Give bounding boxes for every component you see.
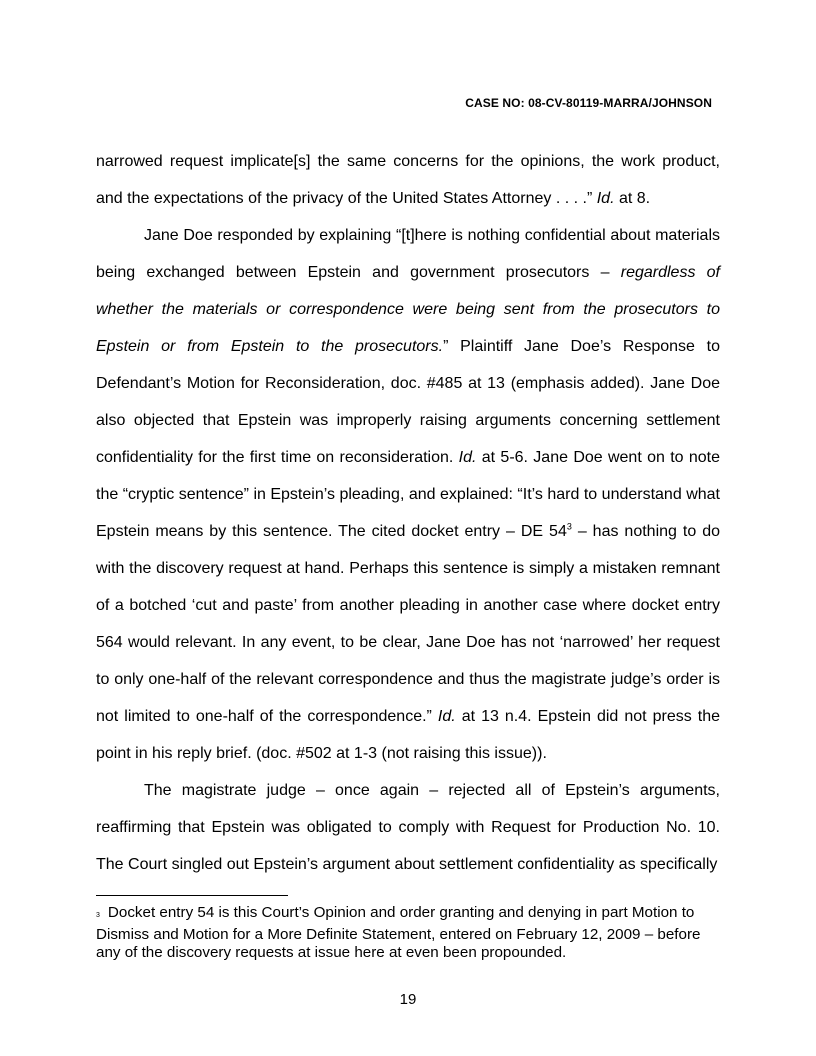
page-number: 19 [399,991,417,1008]
text-run: at 5-6. Jane Doe went on to note the “cryptic sentence” in Epstein’s pleading, and explained: “It’s hard to understand what Epstein means by this sentence. The cited docket entry – DE 54 [96,449,720,540]
text-run: Jane Doe responded by explaining “[t]here is nothing confidential about materials being exchanged between Epstein and government prosecutors – [96,227,720,281]
document-body [96,143,720,883]
text-run: at 13 n.4. Epstein did not press the point in his reply brief. (doc. #502 at 1-3 (not raising this issue)). [96,708,721,762]
paragraph-magistrate-judge: The magistrate judge – once again – rejected all of Epstein’s arguments, reaffirming that Epstein was obligated to comply with Request for Production No. 10. The Court singled out Epstein’s argument about settlement confidentiality as specifically [96,782,720,873]
paragraph-jane-doe-response [96,217,720,772]
footnote-reference: 3 [566,521,572,532]
footnote-marker: 3 [96,912,100,919]
emphasized-quote: regardless of whether the materials or correspondence were being sent from the prosecutors to Epstein or from Epstein to the prosecutors. [96,264,720,355]
footnote [96,904,720,963]
text-run: narrowed request implicate[s] the same concerns for the opinions, the work product, and the expectations of the privacy of the United States Attorney . . . .” [96,153,720,207]
paragraph-continuation [96,143,720,217]
text-run: ” Plaintiff Jane Doe’s Response to Defendant’s Motion for Reconsideration, doc. #485 at 13 (emphasis added). Jane Doe also objected that Epstein was improperly raising arguments concerning settlement confidentiality for the first time on reconsideration. [96,338,720,466]
citation-id: Id. [596,190,615,207]
footnote-text: Docket entry 54 is this Court’s Opinion and order granting and denying in part Motion to Dismiss and Motion for a More Definite Statement, entered on February 12, 2009 – before any of the discovery requests at issue here at even been propounded. [96,904,701,961]
footnote-divider [96,895,288,896]
citation-id: Id. [437,708,456,725]
case-number-header: CASE NO: 08-CV-80119-MARRA/JOHNSON [465,96,712,110]
text-run: – has nothing to do with the discovery request at hand. Perhaps this sentence is simply a mistaken remnant of a botched ‘cut and paste’ from another pleading in another case where docket entry 564 would relevant. In any event, to be clear, Jane Doe has not ‘narrowed’ her request to only one-half of the relevant correspondence and thus the magistrate judge’s order is not limited to one-half of the correspondence.” [96,523,720,725]
text-run: at 8. [614,190,651,207]
citation-id: Id. [458,449,477,466]
